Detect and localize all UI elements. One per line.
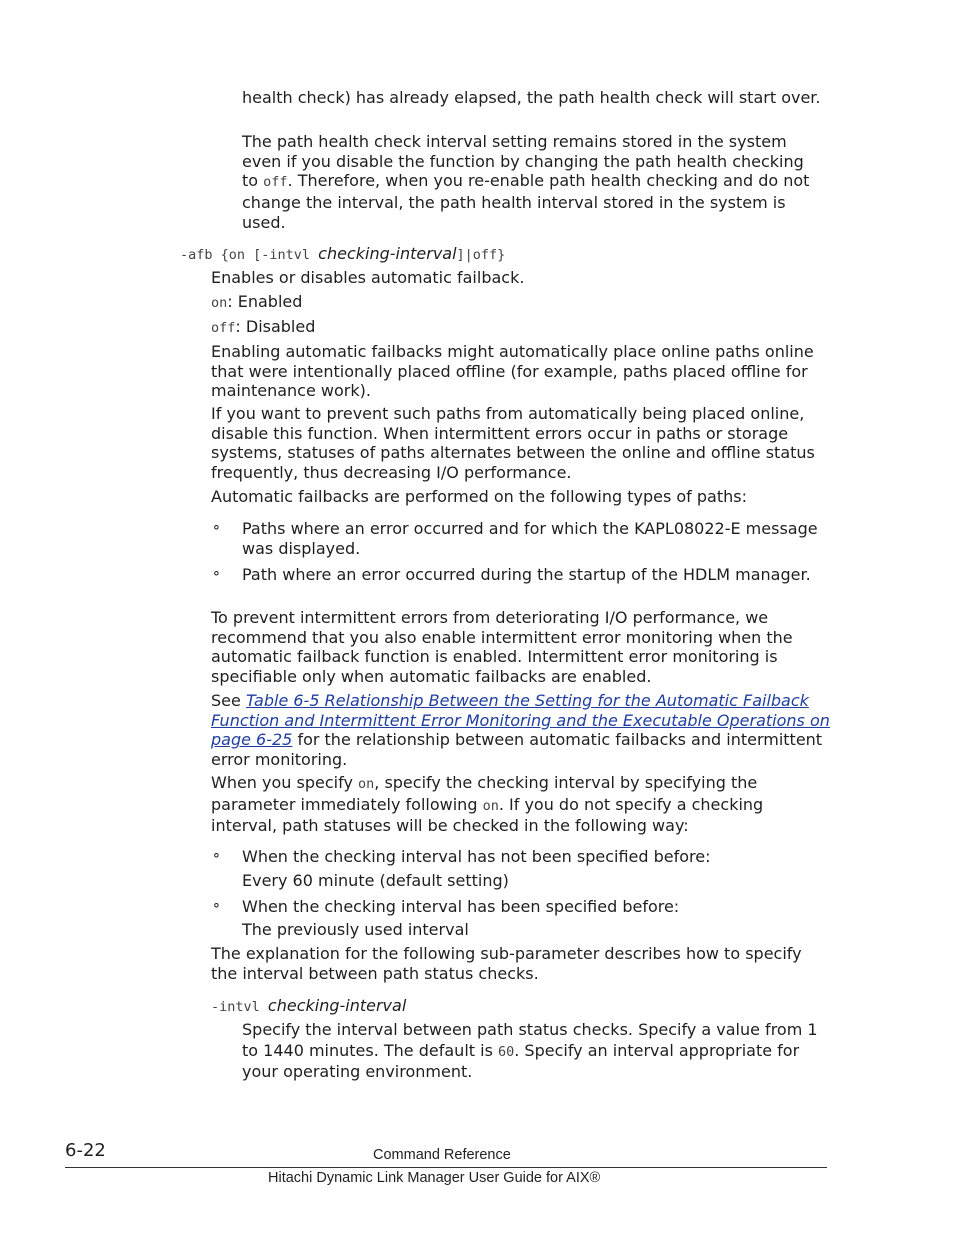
afb-syntax	[180, 244, 800, 266]
code-off: off	[211, 320, 236, 336]
afb-off-option	[211, 317, 831, 339]
list-item-text: When the checking interval has been specified before:	[242, 897, 680, 916]
white-circle-bullet-icon: ⚬	[211, 849, 222, 864]
intvl-syntax	[211, 996, 831, 1018]
syntax-code: -afb {on [-intvl	[180, 247, 319, 263]
code-on: on	[482, 797, 499, 814]
intro-text: . Therefore, when you re-enable path health checking and do not change the interval, the path health interval stored in the system is used.	[242, 171, 810, 232]
afb-intermittent-paragraph: To prevent intermittent errors from deteriorating I/O performance, we recommend that you also enable intermittent error monitoring when the automatic failback function is enabled. Intermittent error monitoring is specifiable only when automatic failbacks are enabled.	[211, 608, 793, 687]
afb-see-paragraph	[211, 691, 831, 770]
page-number: 6-22	[65, 1140, 106, 1161]
list-item-subtext: The previously used interval	[242, 920, 469, 939]
list-item-text: When the checking interval has not been specified before:	[242, 847, 711, 866]
see-text: See	[211, 691, 246, 710]
white-circle-bullet-icon: ⚬	[211, 521, 222, 536]
list-item-text: Paths where an error occurred and for which the KAPL08022-E message was displayed.	[242, 519, 818, 558]
code-default: 60	[497, 1043, 515, 1060]
list-item-text: Path where an error occurred during the startup of the HDLM manager.	[242, 565, 811, 584]
table-6-5-link[interactable]: Table 6-5 Relationship Between the Setting for the Automatic Failback Function and Intermittent Error Monitoring and the Executable Operations on page 6-25	[211, 691, 830, 750]
intro-paragraph-1: health check) has already elapsed, the path health check will start over.	[242, 88, 821, 107]
afb-types-paragraph: Automatic failbacks are performed on the following types of paths:	[211, 487, 747, 506]
syntax-param: checking-interval	[318, 244, 457, 263]
intro-text: The path health check interval setting remains stored in the system even if you disable the function by changing the path health checking to	[242, 132, 804, 191]
code-off: off	[263, 174, 288, 191]
list-item-subtext: Every 60 minute (default setting)	[242, 871, 509, 890]
intvl-description	[242, 1020, 822, 1083]
white-circle-bullet-icon: ⚬	[211, 567, 222, 582]
syntax-code: -intvl	[211, 999, 268, 1015]
afb-on-option	[211, 292, 831, 314]
afb-description: Enables or disables automatic failback.	[211, 268, 525, 287]
code-on: on	[211, 295, 228, 311]
option-text: : Enabled	[227, 292, 303, 311]
afb-prevent-paragraph: If you want to prevent such paths from automatically being placed online, disable this function. When intermittent errors occur in paths or storage systems, statuses of paths alternates between the online and offline status frequently, thus decreasing I/O performance.	[211, 404, 815, 483]
code-on: on	[358, 776, 375, 792]
intro-paragraph-2	[242, 132, 822, 233]
see-text: for the relationship between automatic failbacks and intermittent error monitoring.	[211, 730, 823, 770]
syntax-code: ]|off}	[456, 247, 506, 263]
footer-book-title: Hitachi Dynamic Link Manager User Guide for AIX®	[268, 1170, 601, 1186]
footer-section-title: Command Reference	[373, 1147, 511, 1163]
afb-when-paragraph	[211, 773, 831, 837]
when-text: , specify the checking interval by specifying the parameter immediately following	[211, 773, 758, 814]
when-text: . If you do not specify a checking interval, path statuses will be checked in the following way:	[211, 794, 764, 836]
white-circle-bullet-icon: ⚬	[211, 899, 222, 914]
option-text: : Disabled	[235, 317, 316, 336]
when-text: When you specify	[211, 773, 358, 792]
intvl-text: Specify the interval between path status checks. Specify a value from 1 to 1440 minutes. The default is	[242, 1020, 818, 1060]
afb-explanation-paragraph: The explanation for the following sub-parameter describes how to specify the interval between path status checks.	[211, 944, 802, 983]
syntax-param: checking-interval	[267, 996, 407, 1015]
afb-enabling-paragraph: Enabling automatic failbacks might automatically place online paths online that were intentionally placed offline (for example, paths placed offline for maintenance work).	[211, 342, 814, 401]
footer-divider	[65, 1167, 827, 1168]
intvl-text: . Specify an interval appropriate for your operating environment.	[242, 1040, 800, 1082]
